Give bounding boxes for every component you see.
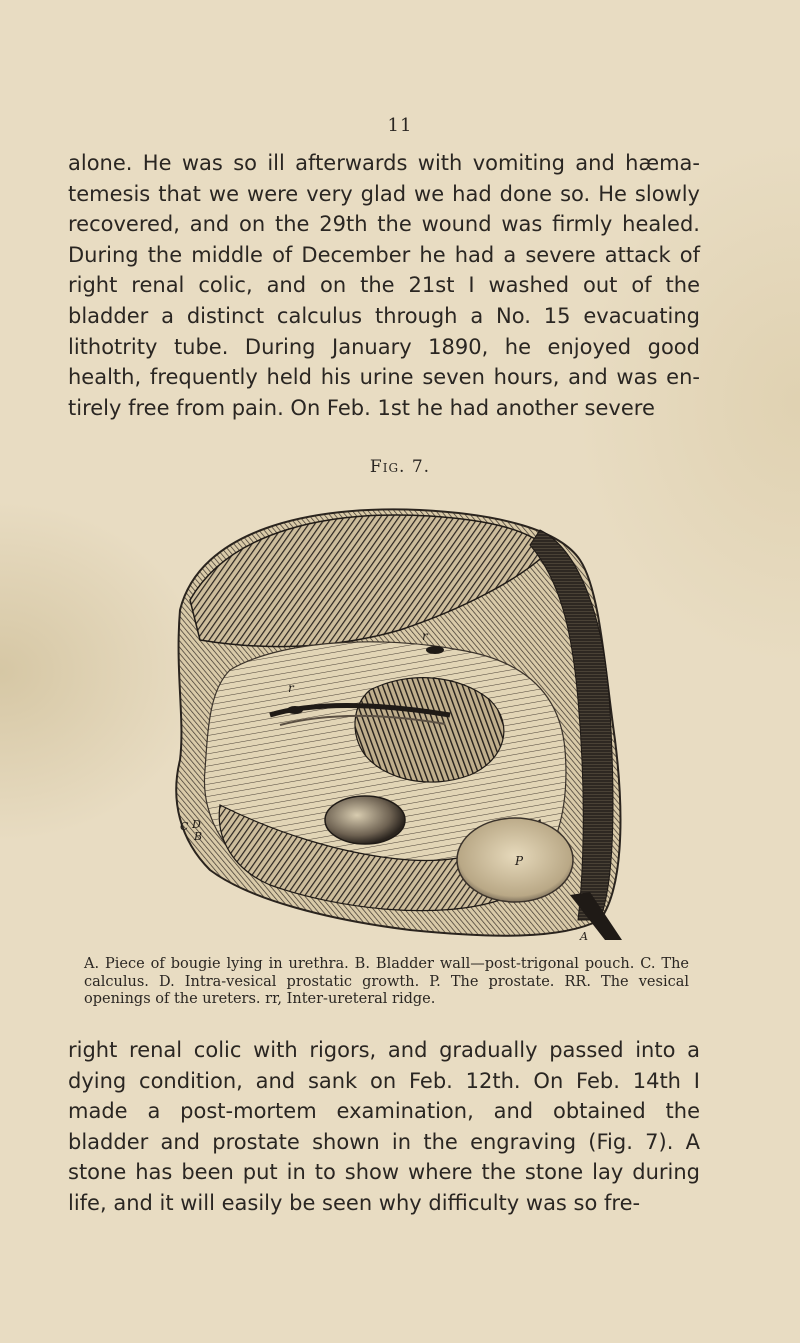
label-r-upper: r xyxy=(422,629,428,643)
label-p: P xyxy=(515,854,524,868)
anatomical-engraving xyxy=(160,500,630,945)
figure-label: Fig. 7. xyxy=(369,457,431,477)
figure-caption: A. Piece of bougie lying in urethra. B. Bladder wall—post-trigonal pouch. C. The calculus. D. Intra-vesical prostatic growth. P. The prostate. RR. The vesical openings of the ureters. rr, Inter-ureteral ridge. xyxy=(84,956,689,1007)
body-paragraph-bottom: right renal colic with rigors, and gradually passed into a dying condition, and sank on Feb. 12th. On Feb. 14th I made a post-mortem examination, and obtained the bladder and prostate shown in the engraving (Fig. 7). A stone has been put in to show where the stone lay during life, and it will easily be seen why difficulty was so fre- xyxy=(68,1038,700,1215)
label-a: A xyxy=(580,930,588,943)
calculus-stone xyxy=(325,796,405,844)
post-trigonal-pouch xyxy=(355,678,504,782)
body-paragraph-top: alone. He was so ill afterwards with vomiting and hæmatemesis that we were very glad we had done so. He slowly recovered, and on the 29th the wound was firmly healed. During the middle of December he had a severe attack of right renal colic, and on the 21st I washed out of the bladder a distinct calculus through a No. 15 evacuating lithotrity tube. During January 1890, he enjoyed good health, frequently held his urine seven hours, and was entirely free from pain. On Feb. 1st he had another severe xyxy=(68,151,700,420)
page-number: 11 xyxy=(387,115,413,136)
label-r-lower: r xyxy=(288,681,294,695)
bladder-prostate-illustration xyxy=(160,500,630,945)
ureteral-opening-left xyxy=(287,706,303,714)
ureteral-opening-right xyxy=(426,646,444,654)
label-d: D xyxy=(192,818,201,831)
label-b: B xyxy=(194,830,203,843)
label-c: C xyxy=(180,820,189,833)
